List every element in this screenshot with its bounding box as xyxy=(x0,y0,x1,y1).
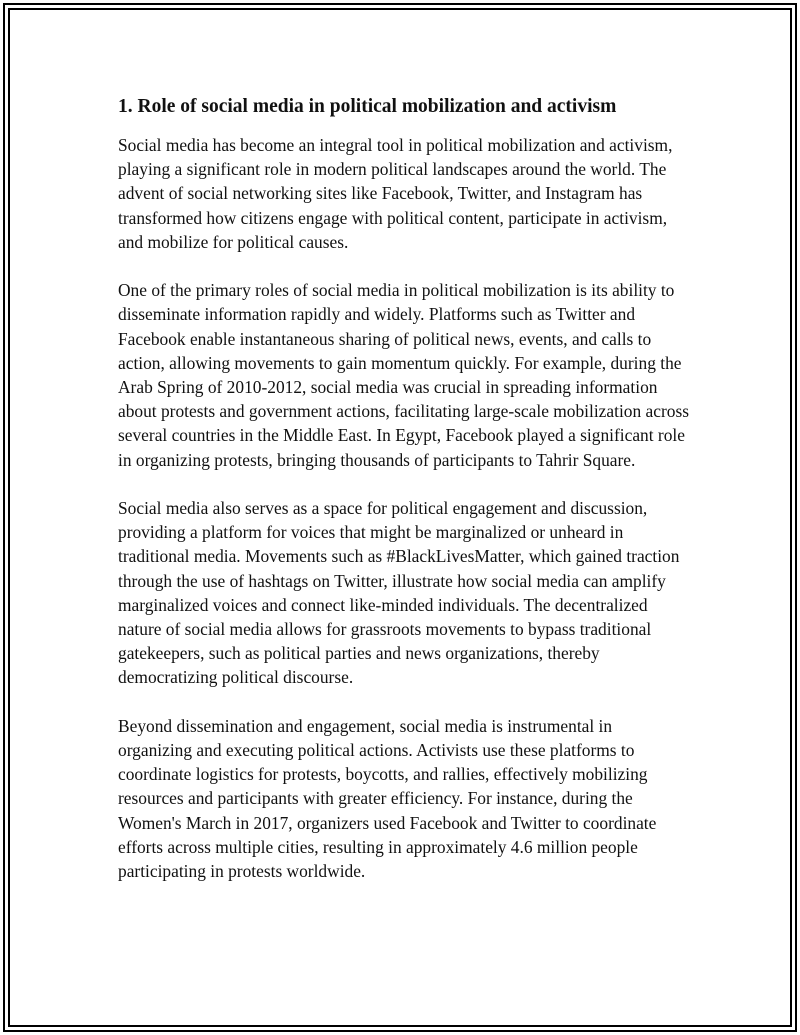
paragraph-dissemination: One of the primary roles of social media in political mobilization is its ability to disseminate information rapidly and widely. Platforms such as Twitter and Facebook enable instantaneous sharing of political news, events, and calls to action, allowing movements to gain momentum quickly. For example, during the Arab Spring of 2010-2012, social media was crucial in spreading information about protests and government actions, facilitating large-scale mobilization across several countries in the Middle East. In Egypt, Facebook played a significant role in organizing protests, bringing thousands of participants to Tahrir Square. xyxy=(118,280,689,470)
section-heading: 1. Role of social media in political mobilization and activism xyxy=(118,96,617,117)
document-body xyxy=(118,94,690,907)
paragraph-intro: Social media has become an integral tool in political mobilization and activism, playing a significant role in modern political landscapes around the world. The advent of social networking sites like Facebook, Twitter, and Instagram has transformed how citizens engage with political content, participate in activism, and mobilize for political causes. xyxy=(118,135,673,252)
paragraph-engagement: Social media also serves as a space for political engagement and discussion, providing a platform for voices that might be marginalized or unheard in traditional media. Movements such as #BlackLivesMatter, which gained traction through the use of hashtags on Twitter, illustrate how social media can amplify marginalized voices and connect like-minded individuals. The decentralized nature of social media allows for grassroots movements to bypass traditional gatekeepers, such as political parties and news organizations, thereby democratizing political discourse. xyxy=(118,498,680,688)
paragraph-organizing: Beyond dissemination and engagement, social media is instrumental in organizing and executing political actions. Activists use these platforms to coordinate logistics for protests, boycotts, and rallies, effectively mobilizing resources and participants with greater efficiency. For instance, during the Women's March in 2017, organizers used Facebook and Twitter to coordinate efforts across multiple cities, resulting in approximately 4.6 million people participating in protests worldwide. xyxy=(118,715,657,882)
